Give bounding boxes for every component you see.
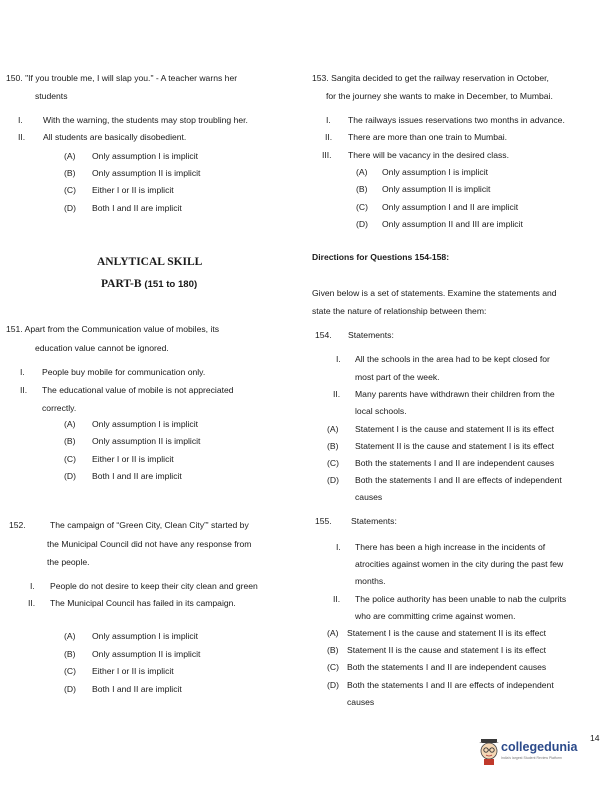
q155-statement-1-num: I. — [336, 542, 341, 552]
q152-option-c: Either I or II is implicit — [92, 666, 174, 676]
q153-stem-line2: for the journey she wants to make in December, to Mumbai. — [326, 91, 553, 101]
q152-assumption-2-num: II. — [28, 598, 36, 608]
q153-option-a-key: (A) — [356, 167, 368, 177]
q151-option-c: Either I or II is implicit — [92, 454, 174, 464]
q155-statement-1-cont2: months. — [355, 576, 386, 586]
q154-statement-2-num: II. — [333, 389, 341, 399]
q155-statement-2-num: II. — [333, 594, 341, 604]
q155-option-d-cont: causes — [347, 697, 375, 707]
q153-stem-line1: 153. Sangita decided to get the railway reservation in October, — [312, 73, 549, 83]
collegedunia-logo — [477, 738, 577, 768]
q153-option-c: Only assumption I and II are implicit — [382, 202, 519, 212]
q150-option-d-key: (D) — [64, 203, 76, 213]
q152-assumption-2: The Municipal Council has failed in its campaign. — [50, 598, 236, 608]
q150-assumption-2: All students are basically disobedient. — [43, 132, 187, 142]
q150-option-b: Only assumption II is implicit — [92, 168, 201, 178]
q153-assumption-2-num: II. — [325, 132, 333, 142]
section-range: (151 to 180) — [144, 279, 198, 290]
q154-option-c: Both the statements I and II are independent causes — [355, 458, 555, 468]
q151-stem-line1: 151. Apart from the Communication value of mobiles, its — [6, 324, 220, 334]
q150-option-c: Either I or II is implicit — [92, 185, 174, 195]
section-part — [101, 278, 197, 290]
q154-statement-1-num: I. — [336, 354, 341, 364]
q154-statement-1: All the schools in the area had to be kept closed for — [355, 354, 550, 364]
logo-text: collegedunia — [501, 740, 578, 754]
q151-assumption-1: People buy mobile for communication only. — [42, 367, 206, 377]
q155-option-c: Both the statements I and II are independent causes — [347, 662, 547, 672]
q155-option-a-key: (A) — [327, 628, 339, 638]
q155-statement-1: There has been a high increase in the incidents of — [355, 542, 546, 552]
q154-option-d: Both the statements I and II are effects of independent — [355, 475, 562, 485]
q155-option-b: Statement II is the cause and statement I is its effect — [347, 645, 547, 655]
q152-option-d-key: (D) — [64, 684, 76, 694]
q155-num: 155. — [315, 516, 332, 526]
q153-option-b-key: (B) — [356, 184, 368, 194]
q150-stem-line2: students — [35, 91, 68, 101]
q154-num: 154. — [315, 330, 332, 340]
q150-stem-line1: 150. "If you trouble me, I will slap you." - A teacher warns her — [6, 73, 238, 83]
q150-option-d: Both I and II are implicit — [92, 203, 182, 213]
q155-statement-2: The police authority has been unable to nab the culprits — [355, 594, 567, 604]
q151-stem-line2: education value cannot be ignored. — [35, 343, 169, 353]
q153-option-a: Only assumption I is implicit — [382, 167, 489, 177]
q152-option-a: Only assumption I is implicit — [92, 631, 199, 641]
q152-option-b-key: (B) — [64, 649, 76, 659]
q150-option-b-key: (B) — [64, 168, 76, 178]
q151-option-a-key: (A) — [64, 419, 76, 429]
q153-option-b: Only assumption II is implicit — [382, 184, 491, 194]
q152-stem-line2: the Municipal Council did not have any response from — [47, 539, 252, 549]
q155-label: Statements: — [351, 516, 397, 526]
q151-option-a: Only assumption I is implicit — [92, 419, 199, 429]
section-title: ANLYTICAL SKILL — [97, 256, 203, 268]
q153-option-c-key: (C) — [356, 202, 368, 212]
q151-assumption-2-cont: correctly. — [42, 403, 77, 413]
q154-option-c-key: (C) — [327, 458, 339, 468]
q152-stem-line1: The campaign of “Green City, Clean City”' started by — [50, 520, 249, 530]
q153-option-d-key: (D) — [356, 219, 368, 229]
q152-option-a-key: (A) — [64, 631, 76, 641]
q153-assumption-1-num: I. — [326, 115, 331, 125]
q150-option-a-key: (A) — [64, 151, 76, 161]
q150-assumption-1: With the warning, the students may stop troubling her. — [43, 115, 248, 125]
section-part-label: PART-B — [101, 278, 142, 290]
q152-num: 152. — [9, 520, 26, 530]
q154-statement-2-cont: local schools. — [355, 406, 407, 416]
logo-tagline: India's largest Student Review Platform — [501, 756, 562, 760]
q153-assumption-1: The railways issues reservations two months in advance. — [348, 115, 565, 125]
q152-option-c-key: (C) — [64, 666, 76, 676]
q152-stem-line3: the people. — [47, 557, 90, 567]
q153-assumption-2: There are more than one train to Mumbai. — [348, 132, 508, 142]
q151-assumption-1-num: I. — [20, 367, 25, 377]
page-number: 14 — [590, 733, 600, 743]
q153-assumption-3: There will be vacancy in the desired class. — [348, 150, 509, 160]
q154-option-d-cont: causes — [355, 492, 383, 502]
q154-option-d-key: (D) — [327, 475, 339, 485]
q150-assumption-2-num: II. — [18, 132, 26, 142]
directions-line1: Given below is a set of statements. Examine the statements and — [312, 288, 557, 298]
mascot-icon — [477, 738, 501, 766]
q155-option-d: Both the statements I and II are effects of independent — [347, 680, 554, 690]
q151-assumption-2-num: II. — [20, 385, 28, 395]
q152-assumption-1-num: I. — [30, 581, 35, 591]
q154-statement-1-cont: most part of the week. — [355, 372, 440, 382]
q154-statement-2: Many parents have withdrawn their children from the — [355, 389, 555, 399]
q153-assumption-3-num: III. — [322, 150, 332, 160]
q151-option-b: Only assumption II is implicit — [92, 436, 201, 446]
q152-assumption-1: People do not desire to keep their city clean and green — [50, 581, 258, 591]
q155-statement-2-cont: who are committing crime against women. — [355, 611, 516, 621]
q150-option-c-key: (C) — [64, 185, 76, 195]
q155-option-b-key: (B) — [327, 645, 339, 655]
q155-statement-1-cont: atrocities against women in the city during the past few — [355, 559, 564, 569]
q154-option-a: Statement I is the cause and statement II is its effect — [355, 424, 555, 434]
q155-option-d-key: (D) — [327, 680, 339, 690]
q154-option-a-key: (A) — [327, 424, 339, 434]
q150-option-a: Only assumption I is implicit — [92, 151, 199, 161]
directions-title: Directions for Questions 154-158: — [312, 252, 450, 262]
q150-assumption-1-num: I. — [18, 115, 23, 125]
q151-option-c-key: (C) — [64, 454, 76, 464]
q151-option-b-key: (B) — [64, 436, 76, 446]
q155-option-a: Statement I is the cause and statement II is its effect — [347, 628, 547, 638]
q151-option-d: Both I and II are implicit — [92, 471, 182, 481]
q154-option-b-key: (B) — [327, 441, 339, 451]
directions-line2: state the nature of relationship between them: — [312, 306, 487, 316]
q155-option-c-key: (C) — [327, 662, 339, 672]
q153-option-d: Only assumption II and III are implicit — [382, 219, 523, 229]
q152-option-d: Both I and II are implicit — [92, 684, 182, 694]
q152-option-b: Only assumption II is implicit — [92, 649, 201, 659]
q151-option-d-key: (D) — [64, 471, 76, 481]
q151-assumption-2: The educational value of mobile is not appreciated — [42, 385, 234, 395]
q154-label: Statements: — [348, 330, 394, 340]
q154-option-b: Statement II is the cause and statement I is its effect — [355, 441, 555, 451]
